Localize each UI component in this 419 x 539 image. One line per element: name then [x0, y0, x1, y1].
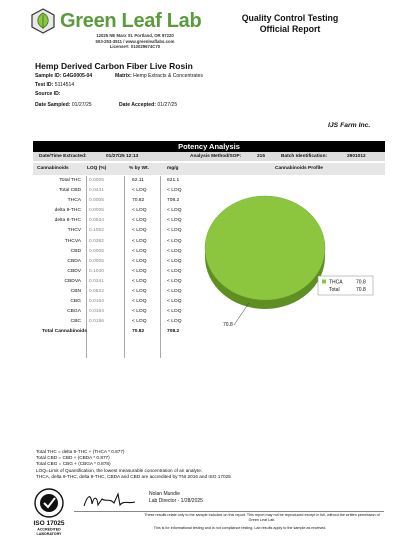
client-name: IJS Farm Inc. [328, 122, 371, 129]
iso-accreditation-seal-icon [30, 487, 68, 537]
sample-id: Sample ID: G4G0005-04 [35, 73, 93, 79]
signer-block [149, 491, 203, 504]
potency-subheader: Date/Time Extracted: 01/27/25 12:13 Analysis Method/SOP: 215 Batch Identification: 2901012 [33, 152, 385, 161]
cannabinoid-profile-chart [203, 176, 383, 356]
signer-name: Nolan Mundie [149, 491, 180, 497]
product-name: Hemp Derived Carbon Fiber Live Rosin [35, 61, 193, 71]
matrix: Matrix: Hemp Extracts & Concentrates [115, 73, 204, 79]
table-row: delta 8-THC 0.0934 < LOQ < LOQ [54, 218, 182, 224]
svg-text:ISO 17025: ISO 17025 [33, 520, 65, 527]
table-row: CBDVA 0.0341 < LOQ < LOQ [64, 278, 182, 284]
legend-value-total: 70.8 [356, 287, 366, 293]
table-row: CBN 0.0622 < LOQ < LOQ [70, 289, 182, 295]
table-row: CBC 0.0186 < LOQ < LOQ [70, 319, 182, 325]
table-row: THCVA 0.0392 < LOQ < LOQ [64, 238, 182, 244]
legend-value-thca: 70.8 [356, 279, 366, 286]
table-row: CBG 0.0164 < LOQ < LOQ [70, 299, 182, 305]
slice-value-label: 70.8 [223, 322, 233, 328]
table-row: CBGA 0.0164 < LOQ < LOQ [67, 309, 182, 315]
potency-section-title: Potency Analysis [33, 141, 385, 152]
test-id: Test ID: 5114514 [35, 82, 75, 88]
table-row: delta 9-THC 0.0005 < LOQ < LOQ [54, 208, 182, 214]
table-row: THCV 0.1052 < LOQ < LOQ [67, 228, 182, 234]
legend-label-thca: THCA [329, 279, 343, 286]
svg-text:ACCREDITED: ACCREDITED [37, 527, 61, 532]
disclaimer-reproduction: These results relate only to the sample included on this report. This report may not be reproduced except in full, without the written permission of Green Leaf Lab. [144, 513, 380, 522]
signature-icon [82, 490, 137, 510]
disclaimer-informational: This is for informational testing and is not compliance testing. Lab results apply to the sample as received. [153, 526, 327, 530]
potency-column-header: Cannabinoids LOQ (%) % by Wt. mg/g Cannabinoids Profile [33, 163, 385, 175]
potency-table [33, 176, 223, 338]
slice-label-leader [234, 303, 249, 325]
table-row: Total CBD 0.0431 < LOQ < LOQ [58, 188, 182, 194]
table-row: CBDA 0.0005 < LOQ < LOQ [67, 258, 182, 264]
table-row: CBD 0.0005 < LOQ < LOQ [70, 248, 182, 254]
legend-label-total: Total [329, 287, 340, 293]
date-sampled: Date Sampled: 01/27/25 [35, 102, 92, 108]
calculation-notes: Total THC = delta 9-THC + (THCA * 0.877) Total CBD = CBD + (CBDA * 0.877) Total CBG = CBG + (CBGA * 0.878) LOQ=Limit of Quantification, the lowest measurable concentration of an analyte. THCA, delta 9-THC, delta 8-THC, CBDA and CBD are accredited by TNI 2016 and ISO 17025 [36, 449, 231, 479]
lab-name: Green Leaf Lab [60, 10, 202, 32]
date-accepted: Date Accepted: 01/27/25 [119, 102, 178, 108]
lab-address: 12025 NE Marx St. Portland, OR 97220 503-253-3511 / www.greenleaflabs.com License#: 010029674C70 [95, 33, 175, 50]
leaf-logo-icon [30, 8, 56, 34]
table-row: CBDV 0.1040 < LOQ < LOQ [67, 268, 182, 274]
legend-swatch [322, 280, 326, 284]
signer-title: Lab Director - 1/28/2025 [149, 497, 203, 504]
table-row: Total THC 0.0005 62.11 621.1 [59, 178, 180, 183]
source-id: Source ID: [35, 91, 61, 97]
report-title: Quality Control Testing Official Report [241, 13, 339, 34]
table-row: THCA 0.0005 70.82 708.2 [67, 198, 180, 204]
total-row: Total Cannabinoids 70.82 708.2 [41, 329, 180, 335]
pie-slice-thca [205, 196, 325, 300]
svg-text:LABORATORY: LABORATORY [36, 532, 62, 536]
